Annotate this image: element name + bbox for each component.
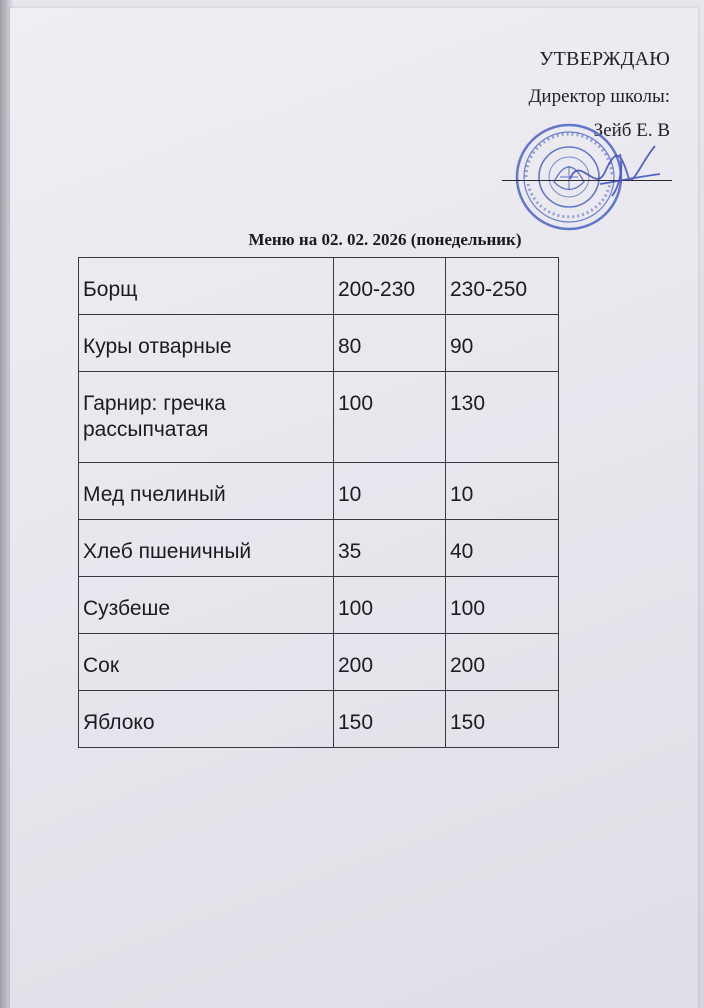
portion-large-cell: [446, 463, 559, 520]
director-position: Директор школы:: [528, 86, 670, 107]
dish-name-cell: [79, 691, 334, 748]
portion-small-cell: [334, 577, 446, 634]
menu-table: [78, 257, 559, 748]
portion-large-cell-text: 90: [450, 335, 474, 358]
portion-large-cell-text: 150: [450, 711, 486, 734]
dish-name-cell: [79, 258, 334, 315]
portion-large-cell: [446, 691, 559, 748]
portion-large-cell-text: 130: [450, 392, 486, 415]
table-row: [79, 463, 559, 520]
approval-title: УТВЕРЖДАЮ: [539, 48, 670, 70]
dish-name-cell: [79, 315, 334, 372]
dish-name-cell: [79, 634, 334, 691]
portion-small-cell: [334, 258, 446, 315]
dish-name-cell-text: Сузбеше: [83, 597, 171, 620]
portion-small-cell: [334, 463, 446, 520]
dish-name-cell: [79, 520, 334, 577]
dish-name-cell-text: Хлеб пшеничный: [83, 540, 252, 563]
portion-small-cell-text: 200: [338, 654, 374, 677]
table-row: [79, 258, 559, 315]
portion-large-cell: [446, 258, 559, 315]
director-name: Зейб Е. В: [593, 120, 670, 141]
portion-small-cell: [334, 520, 446, 577]
table-row: [79, 577, 559, 634]
dish-name-cell-text: Куры отварные: [83, 335, 232, 358]
portion-small-cell: [334, 691, 446, 748]
director-signature-icon: [560, 134, 670, 204]
portion-large-cell: [446, 520, 559, 577]
dish-name-cell: [79, 463, 334, 520]
portion-small-cell-text: 100: [338, 392, 374, 415]
portion-large-cell-text: 10: [450, 483, 474, 506]
portion-small-cell: [334, 634, 446, 691]
portion-small-cell-text: 80: [338, 335, 362, 358]
portion-large-cell-text: 200: [450, 654, 486, 677]
portion-large-cell: [446, 634, 559, 691]
portion-small-cell-text: 150: [338, 711, 374, 734]
dish-name-cell-text: Борщ: [83, 278, 138, 301]
table-row: [79, 520, 559, 577]
portion-small-cell-text: 35: [338, 540, 362, 563]
portion-large-cell-text: 230-250: [450, 278, 528, 301]
menu-heading: Меню на 02. 02. 2026 (понедельник): [248, 230, 522, 249]
portion-large-cell-text: 40: [450, 540, 474, 563]
dish-name-cell-text: Яблоко: [83, 711, 155, 734]
table-row: [79, 691, 559, 748]
table-row: [79, 315, 559, 372]
portion-small-cell-text: 100: [338, 597, 374, 620]
table-row: [79, 634, 559, 691]
portion-large-cell-text: 100: [450, 597, 486, 620]
dish-name-cell-text: Мед пчелиный: [83, 483, 226, 506]
portion-small-cell-text: 10: [338, 483, 362, 506]
dish-name-cell: [79, 577, 334, 634]
dish-name-cell-text: Сок: [83, 654, 120, 677]
portion-small-cell-text: 200-230: [338, 278, 416, 301]
portion-large-cell: [446, 577, 559, 634]
table-row: [79, 372, 559, 463]
dish-name-cell-text: Гарнир: гречка рассыпчатая: [83, 392, 226, 441]
portion-large-cell: [446, 372, 559, 463]
portion-large-cell: [446, 315, 559, 372]
dish-name-cell: [79, 372, 334, 463]
portion-small-cell: [334, 372, 446, 463]
portion-small-cell: [334, 315, 446, 372]
